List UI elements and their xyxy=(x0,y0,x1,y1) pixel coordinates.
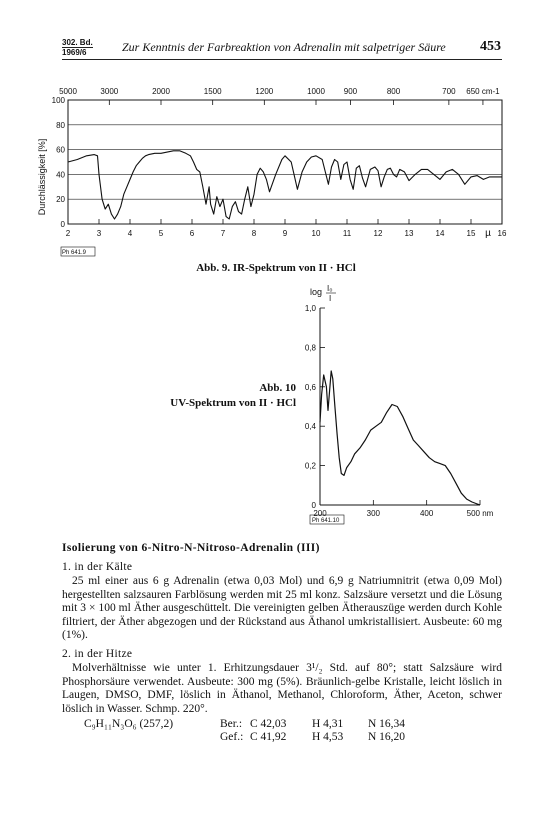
ir-x-tick-label: 13 xyxy=(404,229,414,238)
uv-x-tick-label: 400 xyxy=(419,509,434,518)
uv-y-label-log: log xyxy=(310,287,323,297)
running-title: Zur Kenntnis der Farbreaktion von Adrenalin mit salpetriger Säure xyxy=(122,40,446,54)
uv-y-tick-label: 0,4 xyxy=(304,422,316,432)
uv-figure-code: Ph 641.10 xyxy=(312,518,340,524)
ir-x-tick-label: 11 xyxy=(342,229,352,238)
subsection-heat: 2. in der Hitze xyxy=(62,648,133,660)
ir-x-tick-label: 6 xyxy=(189,229,195,238)
uv-x-tick-label: 200 xyxy=(313,509,327,518)
found-nitrogen: N 16,20 xyxy=(368,731,406,743)
paragraph-cold: 25 ml einer aus 6 g Adrenalin (etwa 0,03 Mol) und 6,9 g Natriumnitrit (etwa 0,09 Mol) hergestellten salzsauren Farblösung werden mit 25 ml konz. Salzsäure versetzt und die Lösung mit 3 × 100 ml Äther ausgeschüttelt. Die vereinigten gelben Ätherauszüge werden durch Kohle filtriert, der Äther abgezogen und der Rückstand aus Äthanol umkristallisiert. Ausbeute: 60 mg (1%). xyxy=(62,575,502,642)
uv-y-label-numerator: I₀ xyxy=(327,284,333,293)
ir-spectrum-chart xyxy=(0,72,552,262)
ir-top-tick-label: 5000 xyxy=(59,87,77,96)
page-number: 453 xyxy=(480,39,501,54)
uv-y-tick-label: 1,0 xyxy=(304,304,316,313)
found-hydrogen: H 4,53 xyxy=(312,731,344,743)
figure9-caption: Abb. 9. IR-Spektrum von II · HCl xyxy=(196,262,356,274)
ir-x-tick-label: 7 xyxy=(220,229,226,238)
elemental-analysis xyxy=(62,718,502,748)
ir-top-tick-label: 800 xyxy=(386,87,401,96)
ir-plot-frame xyxy=(68,100,502,224)
ir-x-tick-label: 10 xyxy=(311,229,321,238)
ir-top-tick-label: 2000 xyxy=(152,87,170,96)
ir-x-tick-label: 12 xyxy=(373,229,383,238)
uv-y-tick-label: 0,8 xyxy=(304,343,316,353)
ir-top-tick-label: 1500 xyxy=(203,87,222,96)
uv-x-tick-label: 300 xyxy=(366,509,381,518)
figure10-caption-number: Abb. 10 xyxy=(259,382,296,394)
ir-top-tick-label: 1200 xyxy=(255,87,274,96)
section-heading: Isolierung von 6-Nitro-N-Nitroso-Adrenalin (III) xyxy=(62,542,320,554)
ir-y-tick-label: 20 xyxy=(56,195,65,205)
ir-y-tick-label: 40 xyxy=(56,170,65,180)
uv-x-tick-label: 500 nm xyxy=(466,509,494,518)
calc-nitrogen: N 16,34 xyxy=(368,718,406,730)
ir-y-tick-label: 0 xyxy=(60,220,65,229)
ir-top-tick-label: 900 xyxy=(343,87,358,96)
ir-y-tick-label: 80 xyxy=(56,120,65,130)
ir-top-tick-label: 3000 xyxy=(100,87,119,96)
calc-hydrogen: H 4,31 xyxy=(312,718,344,730)
journal-reference xyxy=(62,38,93,57)
ir-y-tick-label: 60 xyxy=(56,145,65,155)
uv-spectrum-line xyxy=(320,371,480,505)
ir-x-tick-label: 16 xyxy=(497,229,507,238)
ir-y-tick-label: 100 xyxy=(51,96,65,105)
journal-year: 1969/6 xyxy=(62,47,93,57)
ir-x-tick-label: 14 xyxy=(435,229,445,238)
ir-figure-code: Ph 641.9 xyxy=(62,250,87,256)
ir-x-tick-label: 2 xyxy=(65,229,71,238)
ir-x-tick-label: 9 xyxy=(282,229,288,238)
molecular-formula: C₉H₁₁N₃O₆ (257,2) xyxy=(84,718,174,730)
ir-x-tick-label: 8 xyxy=(251,229,257,238)
ir-top-tick-label: 650 cm-1 xyxy=(466,87,500,96)
figure10-caption-text: UV-Spektrum von II · HCl xyxy=(170,397,296,409)
uv-y-tick-label: 0,2 xyxy=(304,461,316,471)
found-label: Gef.: xyxy=(220,731,244,743)
journal-volume: 302. Bd. xyxy=(62,38,93,47)
ir-x-tick-label: 15 xyxy=(466,229,476,238)
ir-x-unit-label: µ xyxy=(485,228,491,239)
uv-y-tick-label: 0,6 xyxy=(304,382,316,392)
header-rule xyxy=(62,59,502,60)
calc-carbon: C 42,03 xyxy=(250,718,287,730)
ir-y-axis-label: Durchlässigkeit [%] xyxy=(37,138,47,216)
subsection-cold: 1. in der Kälte xyxy=(62,561,133,573)
ir-spectrum-line xyxy=(68,151,502,219)
calc-label: Ber.: xyxy=(220,718,243,730)
uv-y-label-denominator: I xyxy=(329,294,332,303)
ir-top-tick-label: 700 xyxy=(442,87,456,96)
ir-x-tick-label: 4 xyxy=(127,229,133,238)
found-carbon: C 41,92 xyxy=(250,731,287,743)
uv-y-tick-label: 0 xyxy=(311,501,316,510)
paragraph-heat: Molverhältnisse wie unter 1. Erhitzungsdauer 3¹/₂ Std. auf 80°; statt Salzsäure wird Phosphorsäure verwendet. Ausbeute: 300 mg (5%). Bräunlich-gelbe Kristalle, leicht löslich in Laugen, DMSO, DMF, löslich in Äthanol, Methanol, Chloroform, Äther, Aceton, schwer löslich in Wasser. Schmp. 220°. xyxy=(62,662,502,715)
ir-x-tick-label: 3 xyxy=(96,229,102,238)
ir-top-tick-label: 1000 xyxy=(307,87,325,96)
ir-x-tick-label: 5 xyxy=(158,229,164,238)
